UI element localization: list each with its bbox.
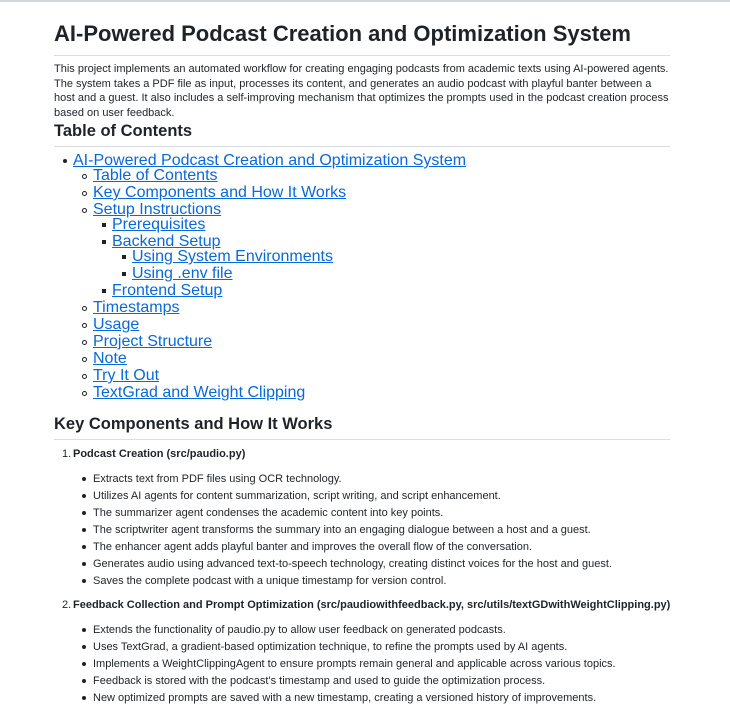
circle-bullet <box>82 340 87 345</box>
disc-bullet <box>82 511 86 515</box>
toc-link-prerequisites[interactable]: Prerequisites <box>112 216 206 233</box>
toc-link-frontend-setup[interactable]: Frontend Setup <box>112 282 223 299</box>
square-bullet <box>102 223 106 227</box>
toc-link-system-environments[interactable]: Using System Environments <box>132 248 333 265</box>
toc-link-title[interactable]: AI-Powered Podcast Creation and Optimization System <box>73 152 467 169</box>
square-bullet <box>122 272 126 276</box>
disc-bullet <box>82 662 86 666</box>
list-item: Extracts text from PDF files using OCR technology. <box>93 473 342 485</box>
square-bullet <box>102 240 106 244</box>
disc-bullet <box>82 579 86 583</box>
disc-bullet <box>82 679 86 683</box>
list-number: 2. <box>62 599 72 611</box>
list-item: Feedback is stored with the podcast's timestamp and used to guide the optimization process. <box>93 675 546 687</box>
circle-bullet <box>82 306 87 311</box>
intro-paragraph: This project implements an automated workflow for creating engaging podcasts from academic texts using AI-powered agents. The system takes a PDF file as input, processes its content, and generates an audio podcast with playful banter between a host and a guest. It also includes a self-improving mechanism that optimizes the prompts used in the podcast creation process based on user feedback. <box>54 63 669 119</box>
list-item: Generates audio using advanced text-to-speech technology, creating distinct voices for the host and guest. <box>93 558 612 570</box>
list-number: 1. <box>62 448 72 460</box>
component-title-feedback-optimization: Feedback Collection and Prompt Optimization (src/paudiowithfeedback.py, src/utils/textGDwithWeightClipping.py) <box>73 599 671 611</box>
toc-heading: Table of Contents <box>54 120 670 147</box>
key-components-heading: Key Components and How It Works <box>54 413 670 440</box>
list-item: The scriptwriter agent transforms the summary into an engaging dialogue between a host and a guest. <box>93 524 591 536</box>
toc-link-project-structure[interactable]: Project Structure <box>93 333 213 350</box>
circle-bullet <box>82 191 87 196</box>
circle-bullet <box>82 357 87 362</box>
toc-link-usage[interactable]: Usage <box>93 316 140 333</box>
component-title-podcast-creation: Podcast Creation (src/paudio.py) <box>73 448 246 460</box>
list-item: Saves the complete podcast with a unique timestamp for version control. <box>93 575 447 587</box>
page-title: AI-Powered Podcast Creation and Optimization System <box>54 20 670 56</box>
toc-link-textgrad[interactable]: TextGrad and Weight Clipping <box>93 384 306 401</box>
circle-bullet <box>82 391 87 396</box>
toc-link-backend-setup[interactable]: Backend Setup <box>112 233 221 250</box>
disc-bullet <box>82 628 86 632</box>
circle-bullet <box>82 374 87 379</box>
toc-link-env-file[interactable]: Using .env file <box>132 265 233 282</box>
disc-bullet <box>82 545 86 549</box>
list-item: Extends the functionality of paudio.py to allow user feedback on generated podcasts. <box>93 624 506 636</box>
disc-bullet <box>82 528 86 532</box>
list-item: Uses TextGrad, a gradient-based optimization technique, to refine the prompts used by AI agents. <box>93 641 568 653</box>
list-item: The enhancer agent adds playful banter and improves the overall flow of the conversation. <box>93 541 533 553</box>
toc-link-key-components[interactable]: Key Components and How It Works <box>93 184 347 201</box>
circle-bullet <box>82 174 87 179</box>
circle-bullet <box>82 208 87 213</box>
toc-link-try-it-out[interactable]: Try It Out <box>93 367 160 384</box>
disc-bullet <box>63 159 67 163</box>
list-item: New optimized prompts are saved with a new timestamp, creating a versioned history of improvements. <box>93 692 597 704</box>
disc-bullet <box>82 645 86 649</box>
square-bullet <box>102 289 106 293</box>
toc-link-note[interactable]: Note <box>93 350 127 367</box>
list-item: Utilizes AI agents for content summarization, script writing, and script enhancement. <box>93 490 501 502</box>
disc-bullet <box>82 477 86 481</box>
list-item: The summarizer agent condenses the academic content into key points. <box>93 507 444 519</box>
toc-link-timestamps[interactable]: Timestamps <box>93 299 180 316</box>
toc-link-table-of-contents[interactable]: Table of Contents <box>93 167 218 184</box>
disc-bullet <box>82 696 86 700</box>
top-border <box>0 0 730 2</box>
disc-bullet <box>82 562 86 566</box>
square-bullet <box>122 255 126 259</box>
disc-bullet <box>82 494 86 498</box>
circle-bullet <box>82 323 87 328</box>
list-item: Implements a WeightClippingAgent to ensure prompts remain general and applicable across various topics. <box>93 658 616 670</box>
toc-link-setup-instructions[interactable]: Setup Instructions <box>93 201 222 218</box>
